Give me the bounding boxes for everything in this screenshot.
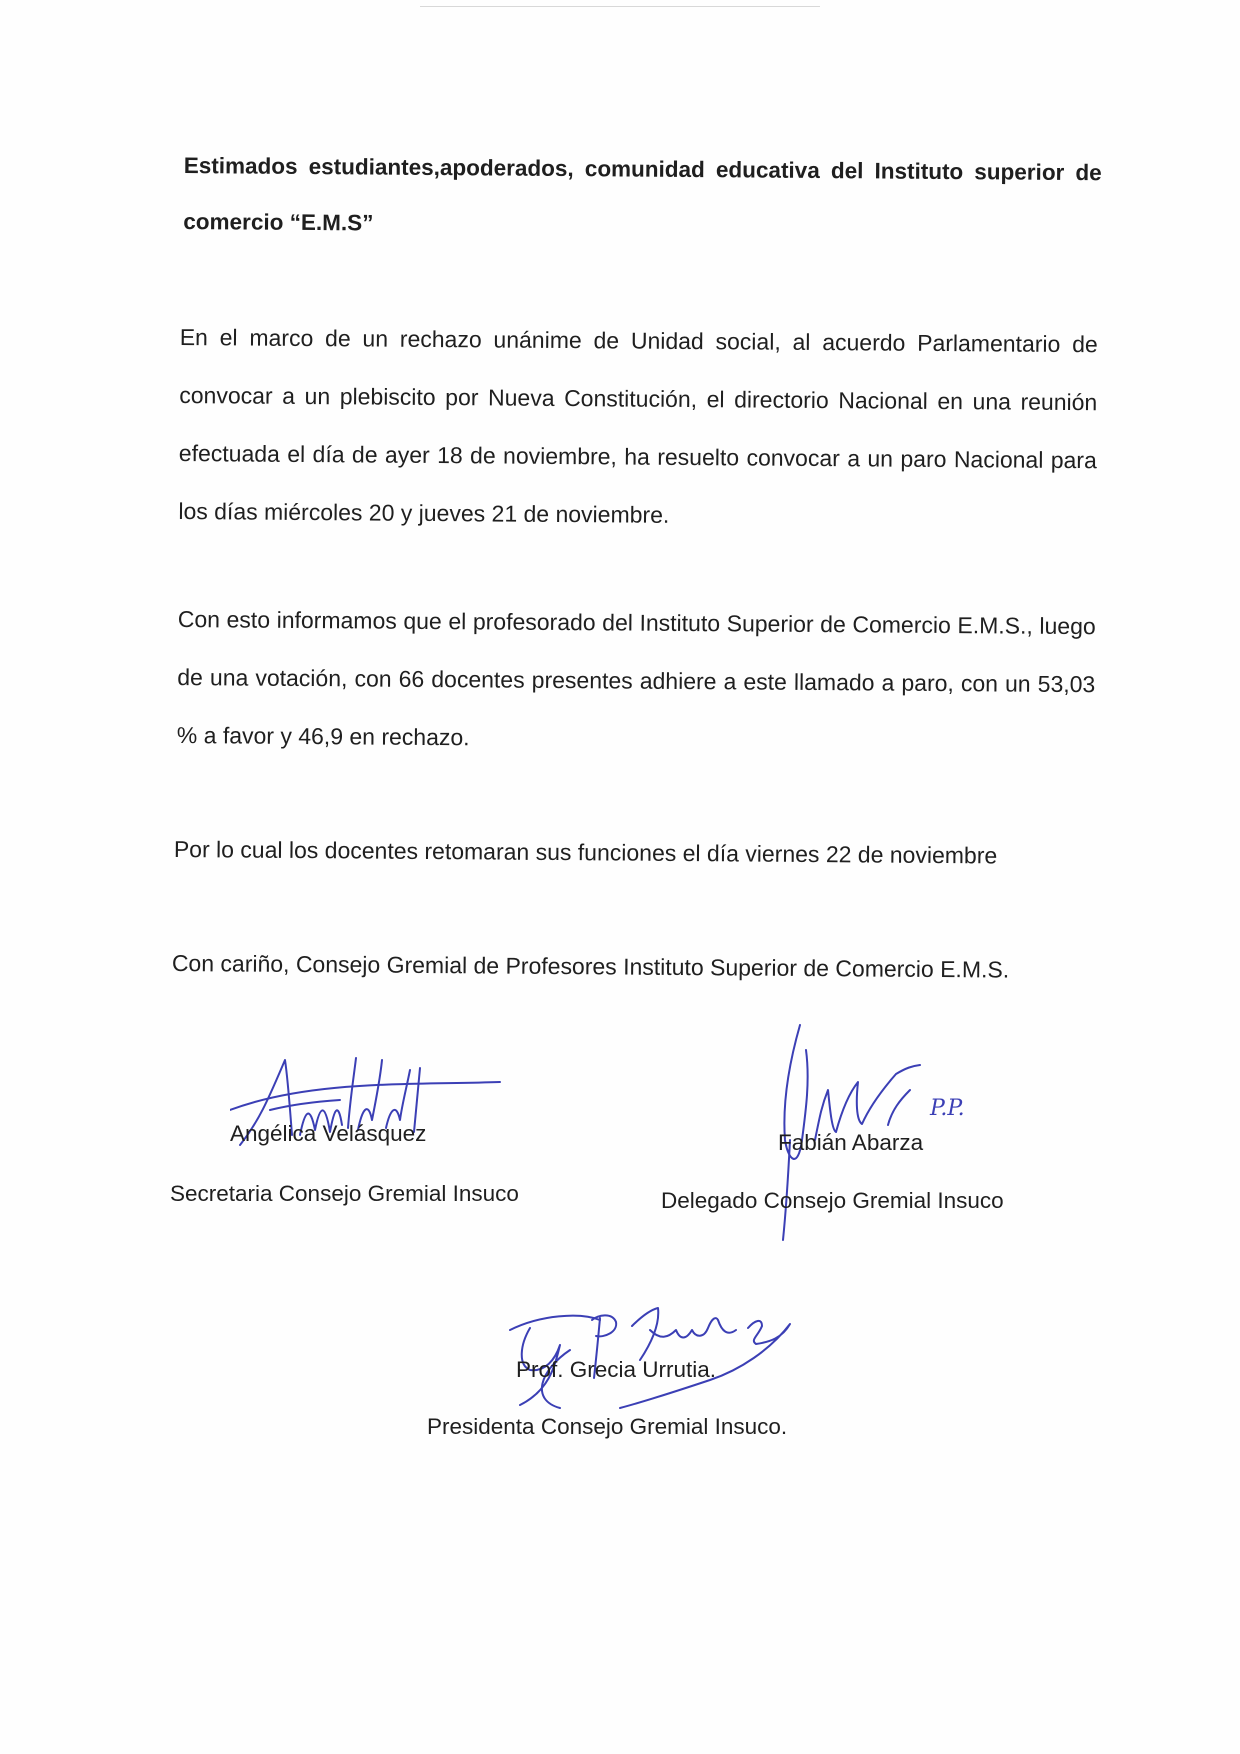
scan-edge-line (420, 6, 820, 7)
signatory-name-3: Prof. Grecia Urrutia. (516, 1357, 717, 1382)
announcement-paragraph: En el marco de un rechazo unánime de Unidad social, al acuerdo Parlamentario de convocar a un plebiscito por Nueva Constitución, el directorio Nacional en una reunión efectuada el día de ayer 18 de noviembre, ha resuelto convocar a un paro Nacional para los días miércoles 20 y jueves 21 de noviembre. (178, 323, 1098, 528)
return-notice-paragraph: Por lo cual los docentes retomaran sus funciones el día viernes 22 de noviembre (173, 835, 998, 869)
signatory-role-2: Delegado Consejo Gremial Insuco (661, 1188, 1004, 1213)
closing-line: Con cariño, Consejo Gremial de Profesores Instituto Superior de Comercio E.M.S. (171, 949, 1010, 983)
vote-result-paragraph: Con esto informamos que el profesorado del Instituto Superior de Comercio E.M.S., luego de una votación, con 66 docentes presentes adhiere a este llamado a paro, con un 53,03 % a favor y 46,9 en rechazo. (176, 605, 1096, 751)
signatory-role-3: Presidenta Consejo Gremial Insuco. (427, 1414, 788, 1439)
svg-text:P.P.: P.P. (930, 1096, 965, 1121)
signatory-name-2: Fabián Abarza (778, 1130, 924, 1155)
greeting-heading: Estimados estudiantes,apoderados, comunidad educativa del Instituto superior de comercio “E.M.S” (183, 152, 1102, 236)
signatory-role-1: Secretaria Consejo Gremial Insuco (170, 1181, 519, 1206)
signatory-name-1: Angélica Velásquez (230, 1121, 427, 1146)
